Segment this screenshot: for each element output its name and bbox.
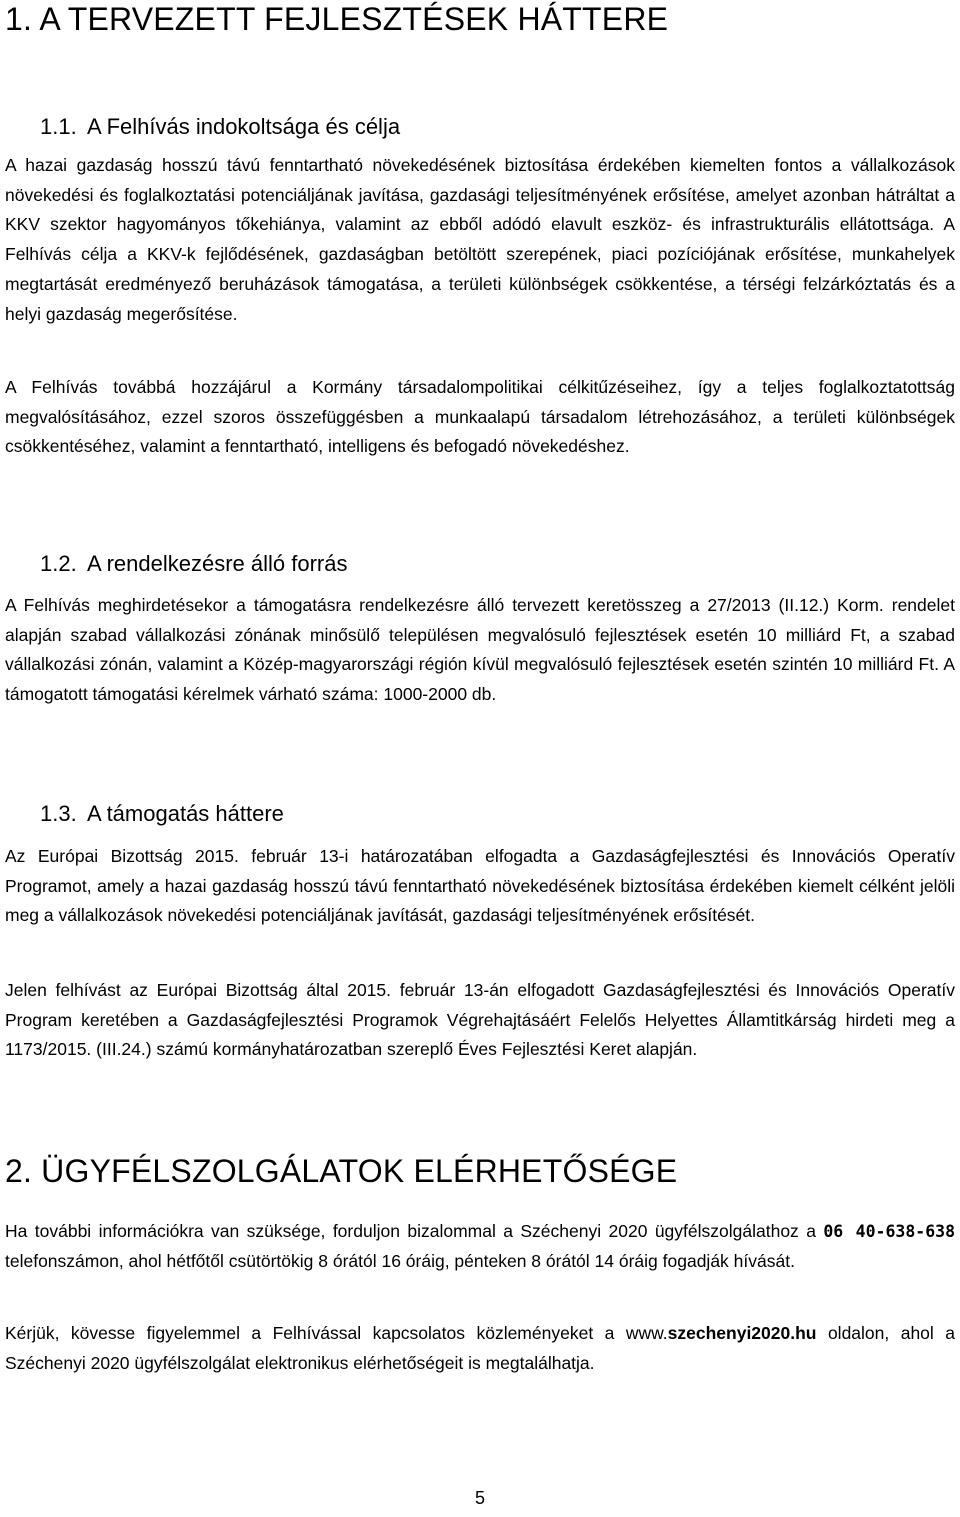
paragraph-jelen-felhivas: Jelen felhívást az Európai Bizottság által 2015. február 13-án elfogadott Gazdaságfejlesztési és Innovációs Operatív Program keretében a Gazdaságfejlesztési Programok Végrehajtásáért Felelős Helyettes Államtitkárság hirdeti meg a 1173/2015. (III.24.) számú kormányhatározatban szereplő Éves Fejlesztési Keret alapján. (5, 980, 955, 1060)
section-1-heading: 1. A TERVEZETT FEJLESZTÉSEK HÁTTERE (5, 1, 669, 37)
contact-text-before: Ha további információkra van szüksége, forduljon bizalommal a Széchenyi 2020 ügyfélszolgálathoz a (5, 1221, 824, 1241)
subsection-number: 1.2. (40, 551, 77, 576)
phone-number: 06 40-638-638 (823, 1222, 956, 1241)
subsection-1-3-heading (40, 801, 284, 827)
paragraph-ugyfelszolgalat (5, 1217, 955, 1276)
subsection-number: 1.3. (40, 801, 77, 826)
section-2-heading: 2. ÜGYFÉLSZOLGÁLATOK ELÉRHETŐSÉGE (5, 1153, 678, 1189)
subsection-title: A Felhívás indokoltsága és célja (87, 114, 401, 139)
page-number: 5 (474, 1488, 485, 1508)
subsection-title: A támogatás háttere (87, 801, 284, 826)
paragraph-hattere: Az Európai Bizottság 2015. február 13-i határozatában elfogadta a Gazdaságfejlesztési és Innovációs Operatív Programot, amely a hazai gazdaság hosszú távú fenntartható növekedésének biztosítása érdekében kiemelt célként jelöli meg a vállalkozások növekedési potenciáljának javítását, gazdasági teljesítményének erősítését. (5, 846, 955, 926)
subsection-1-2-heading (40, 551, 347, 577)
paragraph-indokoltsag: A hazai gazdaság hosszú távú fenntartható növekedésének biztosítása érdekében kiemelten fontos a vállalkozások növekedési és foglalkoztatási potenciáljának javítása, gazdasági teljesítményének erősítése, amelyet azonban hátráltat a KKV szektor hagyományos tőkehiánya, valamint az ebből adódó elavult eszköz- és infrastrukturális ellátottsága. A Felhívás célja a KKV-k fejlődésének, gazdaságban betöltött szerepének, piaci pozíciójának erősítése, munkahelyek megtartását eredményező beruházások támogatása, a területi különbségek csökkentése, a térségi felzárkóztatás és a helyi gazdaság megerősítése. (5, 155, 955, 324)
contact-text-after: telefonszámon, ahol hétfőtől csütörtökig 8 órától 16 óráig, pénteken 8 órától 14 óráig fogadják hívását. (5, 1250, 795, 1271)
subsection-1-1-heading (40, 114, 400, 140)
paragraph-kozlemenyek (5, 1319, 955, 1378)
website-text-after: oldalon, ahol a Széchenyi 2020 ügyfélszolgálat elektronikus elérhetőségeit is megtalálhatja. (5, 1323, 955, 1373)
subsection-number: 1.1. (40, 114, 77, 139)
paragraph-forras: A Felhívás meghirdetésekor a támogatásra rendelkezésre álló tervezett keretösszeg a 27/2013 (II.12.) Korm. rendelet alapján szabad vállalkozási zónának minősülő településen megvalósuló fejlesztések esetén 10 milliárd Ft, a szabad vállalkozási zónán, valamint a Közép-magyarországi régión kívül megvalósuló fejlesztések esetén szintén 10 milliárd Ft. A támogatott támogatási kérelmek várható száma: 1000-2000 db. (5, 595, 955, 705)
paragraph-hozzajarul: A Felhívás továbbá hozzájárul a Kormány társadalompolitikai célkitűzéseihez, így a teljes foglalkoztatottság megvalósításához, ezzel szoros összefüggésben a munkaalapú társadalom létrehozásához, a területi különbségek csökkentéséhez, valamint a fenntartható, intelligens és befogadó növekedéshez. (5, 377, 955, 457)
subsection-title: A rendelkezésre álló forrás (87, 551, 348, 576)
website-link[interactable]: szechenyi2020.hu (667, 1323, 817, 1343)
website-text-before: Kérjük, kövesse figyelemmel a Felhívással kapcsolatos közleményeket a www. (5, 1323, 668, 1343)
